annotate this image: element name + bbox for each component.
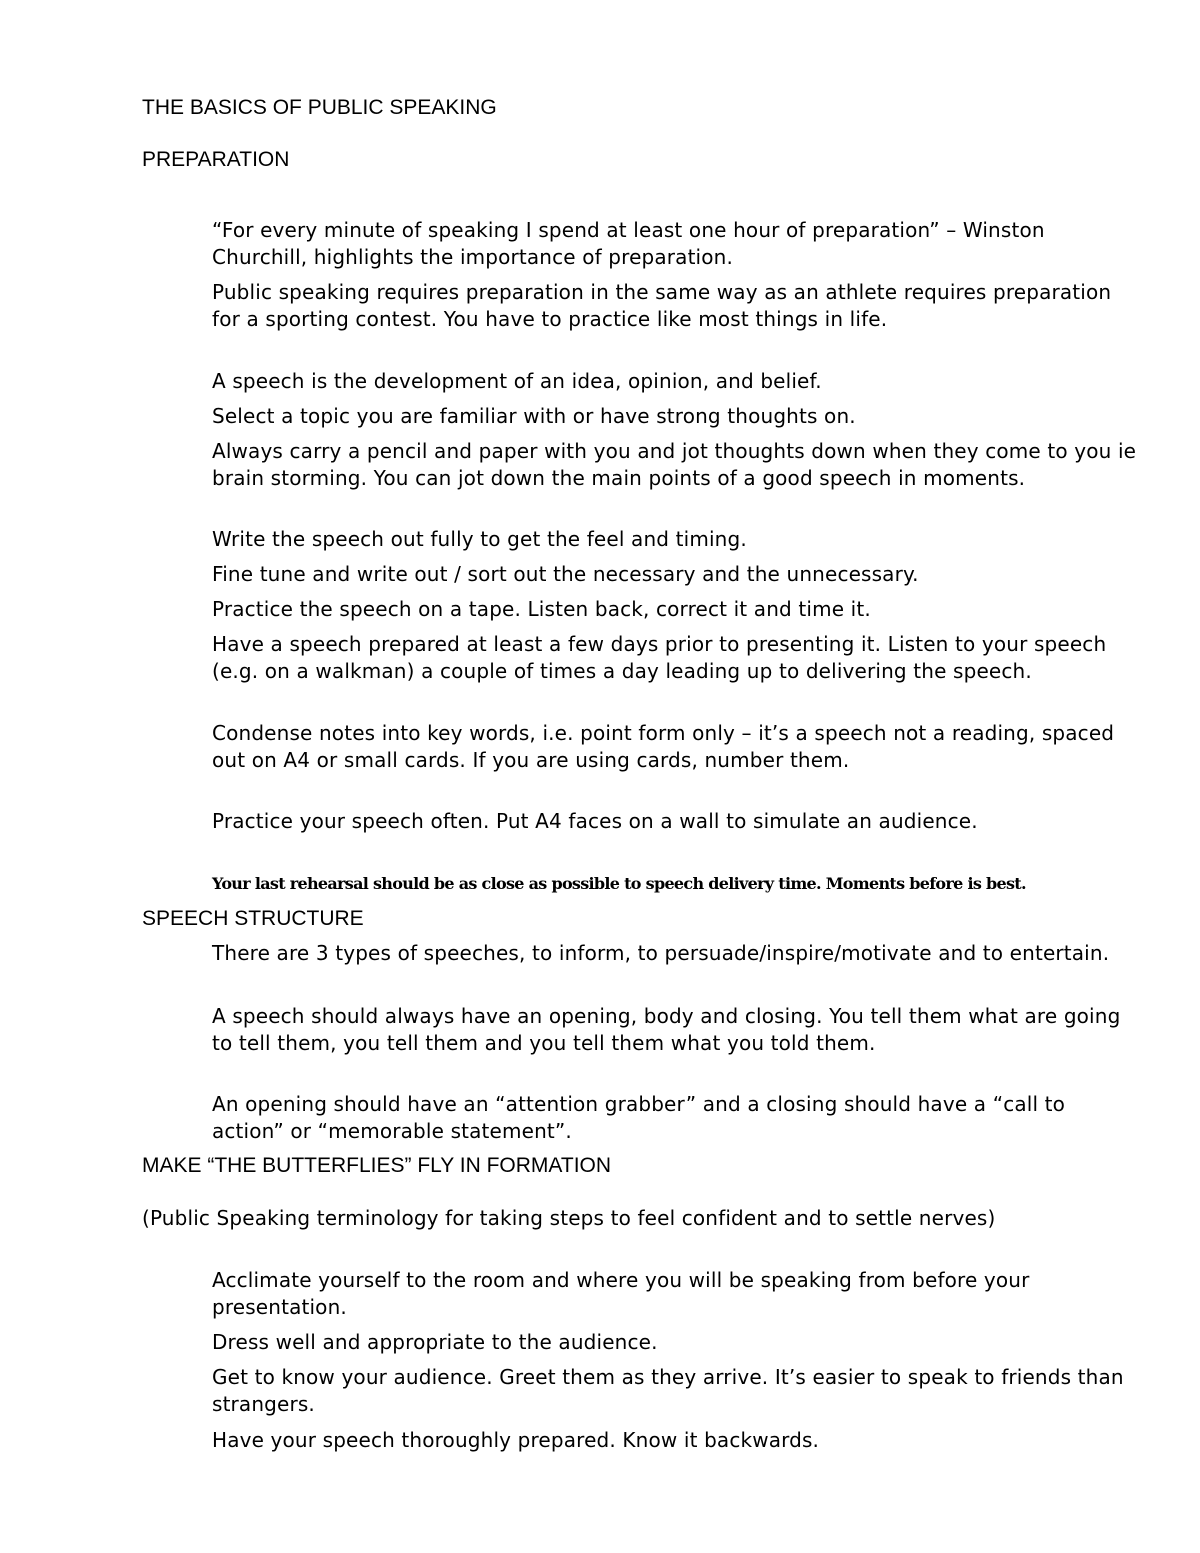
preparation-final-note: Your last rehearsal should be as close as possible to speech delivery time. Moments before is best. [212,874,1026,893]
structure-item: An opening should have an “attention grabber” and a closing should have a “call to action” or “memorable statement”. [212,1092,1066,1143]
butterflies-item: Dress well and appropriate to the audience. [212,1330,658,1354]
document-title: THE BASICS OF PUBLIC SPEAKING [142,96,497,119]
preparation-item: Practice your speech often. Put A4 faces on a wall to simulate an audience. [212,809,978,833]
preparation-item: A speech is the development of an idea, opinion, and belief. [212,369,822,393]
preparation-item: Select a topic you are familiar with or have strong thoughts on. [212,404,856,428]
preparation-item: Fine tune and write out / sort out the necessary and the unnecessary. [212,562,919,586]
preparation-item: Public speaking requires preparation in the same way as an athlete requires preparation for a sporting contest. You have to practice like most things in life. [212,280,1112,331]
structure-item: A speech should always have an opening, body and closing. You tell them what are going to tell them, you tell them and you tell them what you told them. [212,1004,1121,1055]
preparation-item: Always carry a pencil and paper with you and jot thoughts down when they come to you ie brain storming. You can jot down the main points of a good speech in moments. [212,439,1137,490]
preparation-item: Condense notes into key words, i.e. point form only – it’s a speech not a reading, spaced out on A4 or small cards. If you are using cards, number them. [212,721,1115,772]
preparation-item: Write the speech out fully to get the feel and timing. [212,527,747,551]
preparation-item: “For every minute of speaking I spend at least one hour of preparation” – Winston Churchill, highlights the importance of preparation. [212,218,1045,269]
section-heading-speech-structure: SPEECH STRUCTURE [142,907,364,930]
section-heading-preparation: PREPARATION [142,148,290,171]
butterflies-item: Get to know your audience. Greet them as they arrive. It’s easier to speak to friends than strangers. [212,1365,1124,1416]
preparation-item: Practice the speech on a tape. Listen back, correct it and time it. [212,597,871,621]
preparation-item: Have a speech prepared at least a few days prior to presenting it. Listen to your speech (e.g. on a walkman) a couple of times a day leading up to delivering the speech. [212,632,1107,683]
structure-item: There are 3 types of speeches, to inform, to persuade/inspire/motivate and to entertain. [212,941,1110,965]
section-heading-butterflies: MAKE “THE BUTTERFLIES” FLY IN FORMATION [142,1154,612,1177]
butterflies-intro: (Public Speaking terminology for taking steps to feel confident and to settle nerves) [142,1206,996,1230]
butterflies-item: Acclimate yourself to the room and where you will be speaking from before your presentation. [212,1268,1030,1319]
butterflies-item: Have your speech thoroughly prepared. Know it backwards. [212,1428,820,1452]
